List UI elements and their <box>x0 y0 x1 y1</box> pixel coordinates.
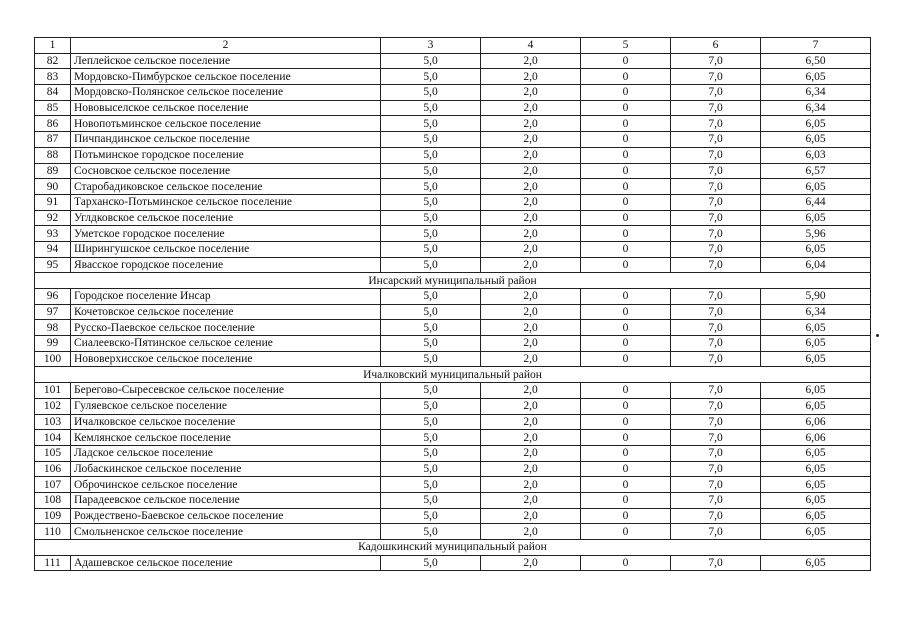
col7-value: 6,03 <box>761 147 871 163</box>
col7-value: 6,05 <box>761 492 871 508</box>
col7-value: 6,34 <box>761 304 871 320</box>
col5-value: 0 <box>581 383 671 399</box>
row-number: 87 <box>35 132 71 148</box>
col3-value: 5,0 <box>381 445 481 461</box>
col5-value: 0 <box>581 163 671 179</box>
col4-value: 2,0 <box>481 116 581 132</box>
row-number: 99 <box>35 336 71 352</box>
table-row <box>35 147 871 163</box>
col4-value: 2,0 <box>481 492 581 508</box>
row-number: 100 <box>35 351 71 367</box>
col7-value: 6,05 <box>761 445 871 461</box>
col6-value: 7,0 <box>671 508 761 524</box>
col5-value: 0 <box>581 430 671 446</box>
row-number: 94 <box>35 241 71 257</box>
col7-value: 6,05 <box>761 132 871 148</box>
settlement-name: Потьминское городское поселение <box>71 147 381 163</box>
settlement-name: Ичалковское сельское поселение <box>71 414 381 430</box>
settlement-name: Парадеевское сельское поселение <box>71 492 381 508</box>
col5-value: 0 <box>581 179 671 195</box>
col3-value: 5,0 <box>381 257 481 273</box>
row-number: 108 <box>35 492 71 508</box>
settlement-name: Русско-Паевское сельское поселение <box>71 320 381 336</box>
col6-value: 7,0 <box>671 524 761 540</box>
table-row <box>35 85 871 101</box>
col6-value: 7,0 <box>671 179 761 195</box>
col4-value: 2,0 <box>481 383 581 399</box>
row-number: 88 <box>35 147 71 163</box>
col6-value: 7,0 <box>671 430 761 446</box>
col4-value: 2,0 <box>481 69 581 85</box>
row-number: 91 <box>35 194 71 210</box>
col3-value: 5,0 <box>381 132 481 148</box>
settlement-name: Явасское городское поселение <box>71 257 381 273</box>
col4-value: 2,0 <box>481 210 581 226</box>
col3-value: 5,0 <box>381 179 481 195</box>
col7-value: 6,44 <box>761 194 871 210</box>
col5-value: 0 <box>581 85 671 101</box>
table-row <box>35 508 871 524</box>
col3-value: 5,0 <box>381 351 481 367</box>
col3-value: 5,0 <box>381 53 481 69</box>
row-number: 96 <box>35 289 71 305</box>
col4-value: 2,0 <box>481 132 581 148</box>
col5-value: 0 <box>581 226 671 242</box>
table-row <box>35 477 871 493</box>
section-row <box>35 273 871 289</box>
col7-value: 6,05 <box>761 179 871 195</box>
col4-value: 2,0 <box>481 555 581 571</box>
section-title: Кадошкинский муниципальный район <box>35 540 871 556</box>
col5-value: 0 <box>581 524 671 540</box>
settlement-name: Старобадиковское сельское поселение <box>71 179 381 195</box>
col4-value: 2,0 <box>481 241 581 257</box>
col5-value: 0 <box>581 477 671 493</box>
row-number: 85 <box>35 100 71 116</box>
col6-value: 7,0 <box>671 100 761 116</box>
col3-value: 5,0 <box>381 383 481 399</box>
col6-value: 7,0 <box>671 69 761 85</box>
col4-value: 2,0 <box>481 194 581 210</box>
row-number: 83 <box>35 69 71 85</box>
row-number: 111 <box>35 555 71 571</box>
col4-value: 2,0 <box>481 414 581 430</box>
row-number: 95 <box>35 257 71 273</box>
col4-value: 2,0 <box>481 336 581 352</box>
col4-value: 2,0 <box>481 85 581 101</box>
col5-value: 0 <box>581 53 671 69</box>
settlement-name: Кочетовское сельское поселение <box>71 304 381 320</box>
row-number: 107 <box>35 477 71 493</box>
col4-value: 2,0 <box>481 320 581 336</box>
row-number: 97 <box>35 304 71 320</box>
row-number: 98 <box>35 320 71 336</box>
col3-value: 5,0 <box>381 116 481 132</box>
col6-value: 7,0 <box>671 336 761 352</box>
table-row <box>35 461 871 477</box>
col3-value: 5,0 <box>381 555 481 571</box>
col6-value: 7,0 <box>671 320 761 336</box>
settlement-name: Новопотьминское сельское поселение <box>71 116 381 132</box>
col4-value: 2,0 <box>481 477 581 493</box>
col5-value: 0 <box>581 336 671 352</box>
header-cell: 7 <box>761 38 871 54</box>
col3-value: 5,0 <box>381 147 481 163</box>
col7-value: 6,06 <box>761 414 871 430</box>
table-row <box>35 194 871 210</box>
table-row <box>35 492 871 508</box>
row-number: 102 <box>35 398 71 414</box>
settlement-name: Ладское сельское поселение <box>71 445 381 461</box>
table-row <box>35 430 871 446</box>
col6-value: 7,0 <box>671 477 761 493</box>
col3-value: 5,0 <box>381 414 481 430</box>
settlement-name: Мордовско-Полянское сельское поселение <box>71 85 381 101</box>
col6-value: 7,0 <box>671 210 761 226</box>
col3-value: 5,0 <box>381 100 481 116</box>
col3-value: 5,0 <box>381 289 481 305</box>
table-row <box>35 100 871 116</box>
col4-value: 2,0 <box>481 257 581 273</box>
col6-value: 7,0 <box>671 226 761 242</box>
col6-value: 7,0 <box>671 304 761 320</box>
col7-value: 6,05 <box>761 555 871 571</box>
col3-value: 5,0 <box>381 477 481 493</box>
col5-value: 0 <box>581 508 671 524</box>
col3-value: 5,0 <box>381 430 481 446</box>
col7-value: 6,50 <box>761 53 871 69</box>
table-row <box>35 53 871 69</box>
settlement-name: Рождествено-Баевское сельское поселение <box>71 508 381 524</box>
settlement-name: Уметское городское поселение <box>71 226 381 242</box>
col7-value: 6,05 <box>761 524 871 540</box>
col6-value: 7,0 <box>671 257 761 273</box>
col6-value: 7,0 <box>671 85 761 101</box>
col3-value: 5,0 <box>381 194 481 210</box>
col7-value: 6,05 <box>761 398 871 414</box>
settlement-name: Гуляевское сельское поселение <box>71 398 381 414</box>
col7-value: 6,05 <box>761 477 871 493</box>
col4-value: 2,0 <box>481 445 581 461</box>
settlement-name: Сиалеевско-Пятинское сельское селение <box>71 336 381 352</box>
col5-value: 0 <box>581 555 671 571</box>
col3-value: 5,0 <box>381 210 481 226</box>
col7-value: 5,90 <box>761 289 871 305</box>
table-row <box>35 257 871 273</box>
table-row <box>35 320 871 336</box>
col5-value: 0 <box>581 132 671 148</box>
settlement-name: Тарханско-Потьминское сельское поселение <box>71 194 381 210</box>
col7-value: 6,05 <box>761 69 871 85</box>
col3-value: 5,0 <box>381 524 481 540</box>
col4-value: 2,0 <box>481 163 581 179</box>
col7-value: 6,04 <box>761 257 871 273</box>
table-row <box>35 179 871 195</box>
col7-value: 6,57 <box>761 163 871 179</box>
col4-value: 2,0 <box>481 398 581 414</box>
table-row <box>35 383 871 399</box>
settlement-name: Углдковское сельское поселение <box>71 210 381 226</box>
row-number: 89 <box>35 163 71 179</box>
col6-value: 7,0 <box>671 53 761 69</box>
row-number: 109 <box>35 508 71 524</box>
header-cell: 1 <box>35 38 71 54</box>
header-cell: 3 <box>381 38 481 54</box>
col7-value: 6,05 <box>761 383 871 399</box>
col6-value: 7,0 <box>671 194 761 210</box>
settlement-name: Смольненское сельское поселение <box>71 524 381 540</box>
row-number: 101 <box>35 383 71 399</box>
col6-value: 7,0 <box>671 461 761 477</box>
col4-value: 2,0 <box>481 430 581 446</box>
col5-value: 0 <box>581 304 671 320</box>
col6-value: 7,0 <box>671 555 761 571</box>
col7-value: 6,05 <box>761 241 871 257</box>
col6-value: 7,0 <box>671 398 761 414</box>
col3-value: 5,0 <box>381 163 481 179</box>
col5-value: 0 <box>581 414 671 430</box>
col5-value: 0 <box>581 210 671 226</box>
col4-value: 2,0 <box>481 179 581 195</box>
col5-value: 0 <box>581 461 671 477</box>
header-cell: 2 <box>71 38 381 54</box>
col3-value: 5,0 <box>381 320 481 336</box>
section-title: Инсарский муниципальный район <box>35 273 871 289</box>
table-row <box>35 398 871 414</box>
row-number: 92 <box>35 210 71 226</box>
row-number: 103 <box>35 414 71 430</box>
col6-value: 7,0 <box>671 132 761 148</box>
settlement-name: Кемлянское сельское поселение <box>71 430 381 446</box>
col7-value: 6,05 <box>761 320 871 336</box>
settlement-name: Оброчинское сельское поселение <box>71 477 381 493</box>
settlement-name: Берегово-Сыресевское сельское поселение <box>71 383 381 399</box>
row-number: 86 <box>35 116 71 132</box>
col3-value: 5,0 <box>381 336 481 352</box>
col7-value: 5,96 <box>761 226 871 242</box>
col5-value: 0 <box>581 398 671 414</box>
header-row <box>35 38 871 54</box>
col5-value: 0 <box>581 445 671 461</box>
col6-value: 7,0 <box>671 492 761 508</box>
col3-value: 5,0 <box>381 226 481 242</box>
col4-value: 2,0 <box>481 508 581 524</box>
table-row <box>35 524 871 540</box>
table-row <box>35 132 871 148</box>
table-row <box>35 555 871 571</box>
col6-value: 7,0 <box>671 241 761 257</box>
table-row <box>35 351 871 367</box>
col4-value: 2,0 <box>481 461 581 477</box>
col7-value: 6,05 <box>761 351 871 367</box>
stray-dot <box>876 334 879 337</box>
section-row <box>35 367 871 383</box>
col6-value: 7,0 <box>671 351 761 367</box>
col3-value: 5,0 <box>381 304 481 320</box>
col3-value: 5,0 <box>381 398 481 414</box>
settlement-name: Мордовско-Пимбурское сельское поселение <box>71 69 381 85</box>
col4-value: 2,0 <box>481 524 581 540</box>
col6-value: 7,0 <box>671 289 761 305</box>
col6-value: 7,0 <box>671 147 761 163</box>
col4-value: 2,0 <box>481 289 581 305</box>
col4-value: 2,0 <box>481 304 581 320</box>
settlement-name: Сосновское сельское поселение <box>71 163 381 179</box>
col5-value: 0 <box>581 320 671 336</box>
col7-value: 6,05 <box>761 336 871 352</box>
col3-value: 5,0 <box>381 492 481 508</box>
row-number: 84 <box>35 85 71 101</box>
row-number: 90 <box>35 179 71 195</box>
col5-value: 0 <box>581 492 671 508</box>
section-row <box>35 540 871 556</box>
row-number: 105 <box>35 445 71 461</box>
settlement-name: Ширингушское сельское поселение <box>71 241 381 257</box>
header-cell: 6 <box>671 38 761 54</box>
col3-value: 5,0 <box>381 85 481 101</box>
header-cell: 5 <box>581 38 671 54</box>
table-row <box>35 163 871 179</box>
settlement-name: Нововыселское сельское поселение <box>71 100 381 116</box>
settlement-name: Леплейское сельское поселение <box>71 53 381 69</box>
col4-value: 2,0 <box>481 351 581 367</box>
row-number: 106 <box>35 461 71 477</box>
col7-value: 6,05 <box>761 210 871 226</box>
col5-value: 0 <box>581 100 671 116</box>
table-row <box>35 241 871 257</box>
col5-value: 0 <box>581 257 671 273</box>
row-number: 93 <box>35 226 71 242</box>
settlement-name: Лобаскинское сельское поселение <box>71 461 381 477</box>
col7-value: 6,05 <box>761 116 871 132</box>
col4-value: 2,0 <box>481 100 581 116</box>
header-cell: 4 <box>481 38 581 54</box>
col3-value: 5,0 <box>381 461 481 477</box>
col5-value: 0 <box>581 289 671 305</box>
col5-value: 0 <box>581 147 671 163</box>
col3-value: 5,0 <box>381 69 481 85</box>
col4-value: 2,0 <box>481 147 581 163</box>
col5-value: 0 <box>581 116 671 132</box>
col7-value: 6,34 <box>761 100 871 116</box>
settlement-name: Адашевское сельское поселение <box>71 555 381 571</box>
col4-value: 2,0 <box>481 53 581 69</box>
col6-value: 7,0 <box>671 163 761 179</box>
col7-value: 6,34 <box>761 85 871 101</box>
table-row <box>35 289 871 305</box>
col3-value: 5,0 <box>381 508 481 524</box>
col5-value: 0 <box>581 351 671 367</box>
col6-value: 7,0 <box>671 383 761 399</box>
col7-value: 6,05 <box>761 508 871 524</box>
table-row <box>35 445 871 461</box>
settlement-name: Нововерхисское сельское поселение <box>71 351 381 367</box>
table-row <box>35 414 871 430</box>
col7-value: 6,06 <box>761 430 871 446</box>
table-row <box>35 304 871 320</box>
row-number: 110 <box>35 524 71 540</box>
table-row <box>35 226 871 242</box>
settlement-name: Городское поселение Инсар <box>71 289 381 305</box>
col6-value: 7,0 <box>671 414 761 430</box>
table-row <box>35 69 871 85</box>
table-row <box>35 336 871 352</box>
col5-value: 0 <box>581 241 671 257</box>
table-row <box>35 210 871 226</box>
settlement-name: Пичпандинское сельское поселение <box>71 132 381 148</box>
table-row <box>35 116 871 132</box>
col5-value: 0 <box>581 69 671 85</box>
data-table <box>34 37 871 571</box>
row-number: 82 <box>35 53 71 69</box>
col6-value: 7,0 <box>671 445 761 461</box>
col4-value: 2,0 <box>481 226 581 242</box>
col7-value: 6,05 <box>761 461 871 477</box>
row-number: 104 <box>35 430 71 446</box>
col3-value: 5,0 <box>381 241 481 257</box>
col6-value: 7,0 <box>671 116 761 132</box>
section-title: Ичалковский муниципальный район <box>35 367 871 383</box>
col5-value: 0 <box>581 194 671 210</box>
